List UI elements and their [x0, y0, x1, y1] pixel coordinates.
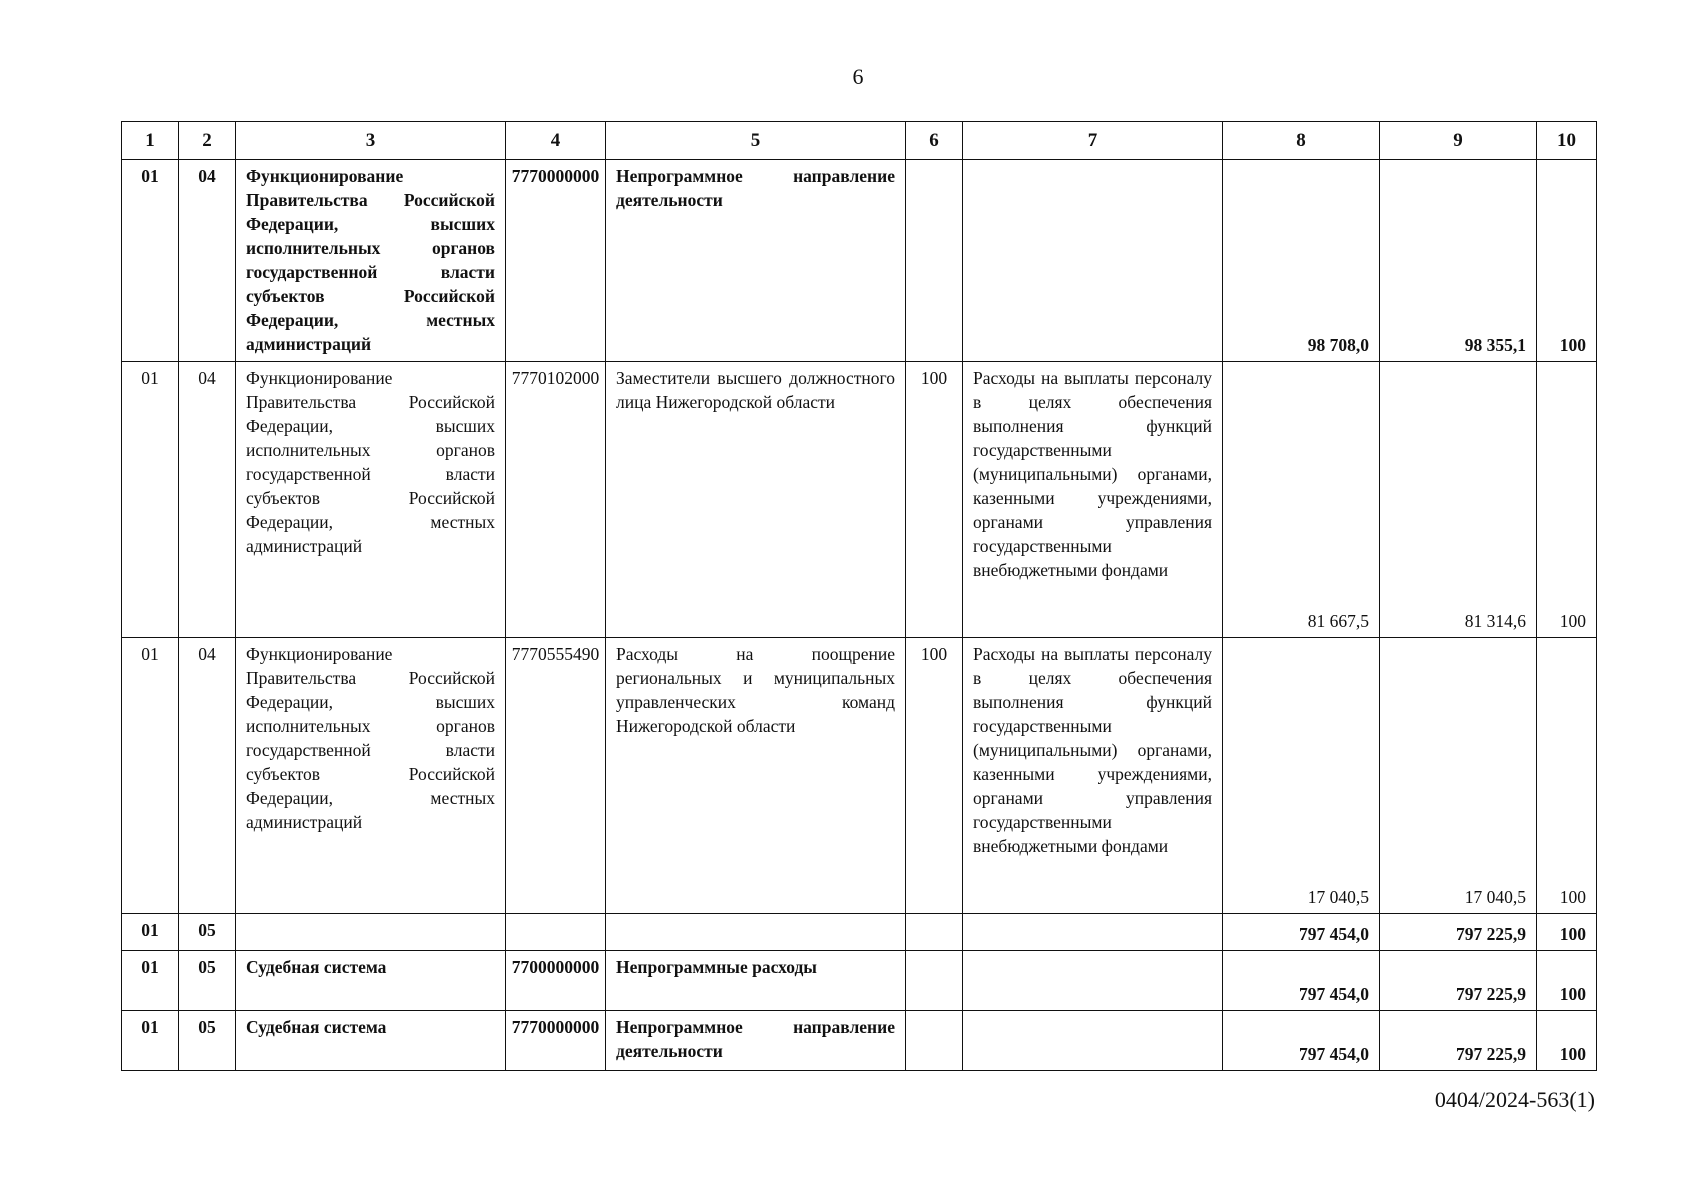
target-article-code: 7770000000	[506, 1011, 606, 1071]
target-article-code: 7770555490	[506, 638, 606, 914]
column-header: 3	[236, 122, 506, 160]
target-article-code: 7770102000	[506, 362, 606, 638]
column-header: 10	[1537, 122, 1597, 160]
planned-amount: 797 454,0	[1223, 1011, 1380, 1071]
expense-type-code	[906, 951, 963, 1011]
execution-percent: 100	[1537, 638, 1597, 914]
column-header: 4	[506, 122, 606, 160]
table-row	[122, 951, 1597, 1011]
target-article-name: Непрограммные расходы	[606, 951, 906, 1011]
actual-amount: 98 355,1	[1380, 160, 1537, 362]
target-article-name: Непрограммное направление деятельности	[606, 160, 906, 362]
subsection-name: Судебная система	[236, 951, 506, 1011]
actual-amount: 797 225,9	[1380, 914, 1537, 951]
header-row	[122, 122, 1597, 160]
document-id: 0404/2024-563(1)	[1434, 1087, 1595, 1112]
section-code: 01	[122, 362, 179, 638]
subsection-code: 04	[179, 160, 236, 362]
target-article-name: Расходы на поощрение региональных и муниципальных управленческих команд Нижегородской области	[606, 638, 906, 914]
column-header: 2	[179, 122, 236, 160]
execution-percent: 100	[1537, 951, 1597, 1011]
actual-amount: 81 314,6	[1380, 362, 1537, 638]
subsection-code: 05	[179, 1011, 236, 1071]
execution-percent: 100	[1537, 362, 1597, 638]
budget-table	[121, 121, 1597, 1071]
expense-type-name: Расходы на выплаты персоналу в целях обеспечения выполнения функций государственными (муниципальными) органами, казенными учреждениями, органами управления государственными внебюджетными фондами	[963, 638, 1223, 914]
target-article-name: Заместители высшего должностного лица Нижегородской области	[606, 362, 906, 638]
section-code: 01	[122, 914, 179, 951]
section-code: 01	[122, 1011, 179, 1071]
subsection-name: Судебная система	[236, 1011, 506, 1071]
target-article-name: Непрограммное направление деятельности	[606, 1011, 906, 1071]
subsection-code: 04	[179, 638, 236, 914]
subsection-name	[236, 914, 506, 951]
target-article-name	[606, 914, 906, 951]
expense-type-code	[906, 1011, 963, 1071]
column-header: 6	[906, 122, 963, 160]
planned-amount: 797 454,0	[1223, 914, 1380, 951]
execution-percent: 100	[1537, 1011, 1597, 1071]
column-header: 7	[963, 122, 1223, 160]
target-article-code: 7700000000	[506, 951, 606, 1011]
planned-amount: 98 708,0	[1223, 160, 1380, 362]
subsection-code: 04	[179, 362, 236, 638]
section-code: 01	[122, 638, 179, 914]
expense-type-name: Расходы на выплаты персоналу в целях обеспечения выполнения функций государственными (муниципальными) органами, казенными учреждениями, органами управления государственными внебюджетными фондами	[963, 362, 1223, 638]
expense-type-code	[906, 914, 963, 951]
expense-type-code: 100	[906, 638, 963, 914]
planned-amount: 17 040,5	[1223, 638, 1380, 914]
subsection-name: Функционирование Правительства Российской Федерации, высших исполнительных органов государственной власти субъектов Российской Федерации, местных администраций	[236, 160, 506, 362]
expense-type-name	[963, 160, 1223, 362]
planned-amount: 81 667,5	[1223, 362, 1380, 638]
table-row	[122, 638, 1597, 914]
subsection-name: Функционирование Правительства Российской Федерации, высших исполнительных органов государственной власти субъектов Российской Федерации, местных администраций	[236, 638, 506, 914]
execution-percent: 100	[1537, 160, 1597, 362]
actual-amount: 797 225,9	[1380, 1011, 1537, 1071]
execution-percent: 100	[1537, 914, 1597, 951]
column-header: 1	[122, 122, 179, 160]
column-header: 5	[606, 122, 906, 160]
page-number: 6	[852, 64, 864, 89]
table-row	[122, 362, 1597, 638]
expense-type-name	[963, 914, 1223, 951]
subsection-name: Функционирование Правительства Российской Федерации, высших исполнительных органов государственной власти субъектов Российской Федерации, местных администраций	[236, 362, 506, 638]
section-code: 01	[122, 951, 179, 1011]
target-article-code	[506, 914, 606, 951]
expense-type-code: 100	[906, 362, 963, 638]
target-article-code: 7770000000	[506, 160, 606, 362]
column-header: 9	[1380, 122, 1537, 160]
subsection-code: 05	[179, 914, 236, 951]
table-row	[122, 160, 1597, 362]
expense-type-name	[963, 1011, 1223, 1071]
column-header: 8	[1223, 122, 1380, 160]
expense-type-name	[963, 951, 1223, 1011]
section-code: 01	[122, 160, 179, 362]
expense-type-code	[906, 160, 963, 362]
table-row	[122, 914, 1597, 951]
actual-amount: 797 225,9	[1380, 951, 1537, 1011]
subsection-code: 05	[179, 951, 236, 1011]
table-row	[122, 1011, 1597, 1071]
planned-amount: 797 454,0	[1223, 951, 1380, 1011]
actual-amount: 17 040,5	[1380, 638, 1537, 914]
